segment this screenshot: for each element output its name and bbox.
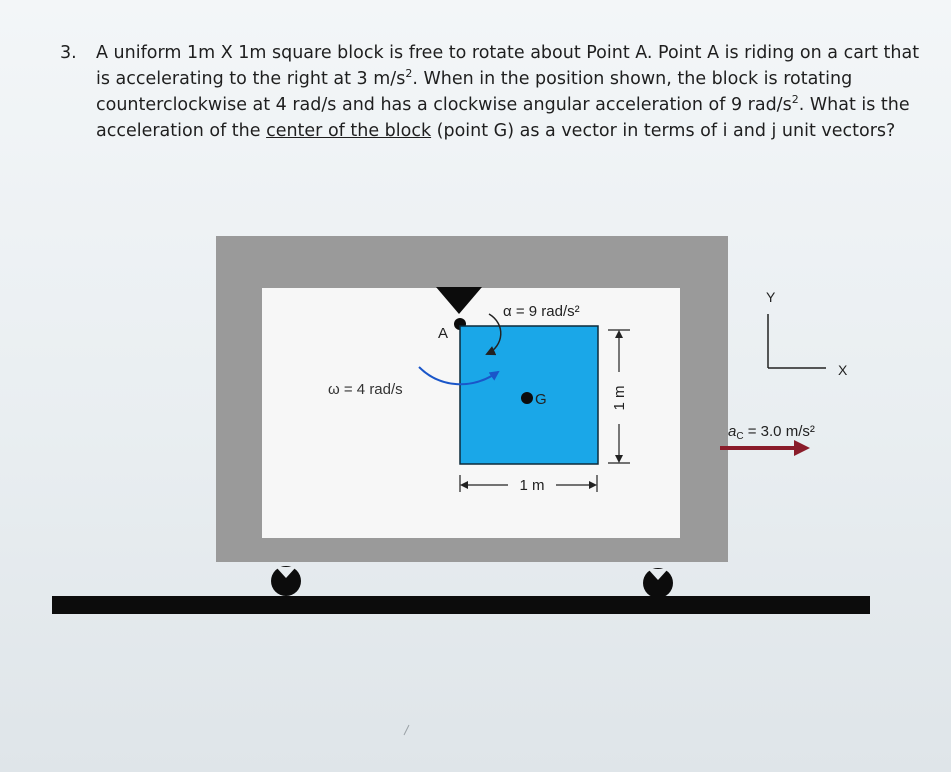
alpha-label: α = 9 rad/s² xyxy=(503,303,580,320)
point-a-label: A xyxy=(438,325,449,342)
cart-accel-symbol: a xyxy=(728,423,737,440)
problem-text-part1: A uniform 1m X 1m square block is free to rotate about Point A. Point A is riding on a cart that is accelerating to the right at 3 m/s xyxy=(96,43,920,89)
problem-text-part3: . What is the acceleration of the xyxy=(96,95,910,141)
cart-accel-value: = 3.0 m/s² xyxy=(743,423,815,440)
superscript-2: 2 xyxy=(791,93,799,107)
cart-accel-arrow xyxy=(720,440,810,456)
omega-label: ω = 4 rad/s xyxy=(328,381,403,398)
stray-mark xyxy=(404,725,409,735)
right-wheel xyxy=(643,568,673,598)
point-g-dot xyxy=(521,392,533,404)
point-g-label: G xyxy=(535,391,547,408)
axis-y-label: Y xyxy=(766,289,776,305)
ground-line xyxy=(52,596,870,614)
vertical-dimension-label: 1 m xyxy=(611,385,628,411)
coordinate-axes xyxy=(768,314,826,368)
problem-number: 3. xyxy=(60,43,77,63)
problem-text-part2: . When in the position shown, the block is rotating counterclockwise at 4 rad/s and has a clockwise angular acceleration of 9 rad/s xyxy=(96,69,853,115)
cart-accel-label xyxy=(728,423,815,442)
axis-x-label: X xyxy=(838,362,848,378)
problem-text-part4: (point G) as a vector in terms of i and j unit vectors? xyxy=(431,121,896,141)
horizontal-dimension-label: 1 m xyxy=(519,477,545,494)
superscript-1: 2 xyxy=(405,67,413,81)
cart-accel-subscript: C xyxy=(736,431,744,442)
left-wheel xyxy=(271,566,301,596)
problem-text-underlined: center of the block xyxy=(266,121,432,141)
